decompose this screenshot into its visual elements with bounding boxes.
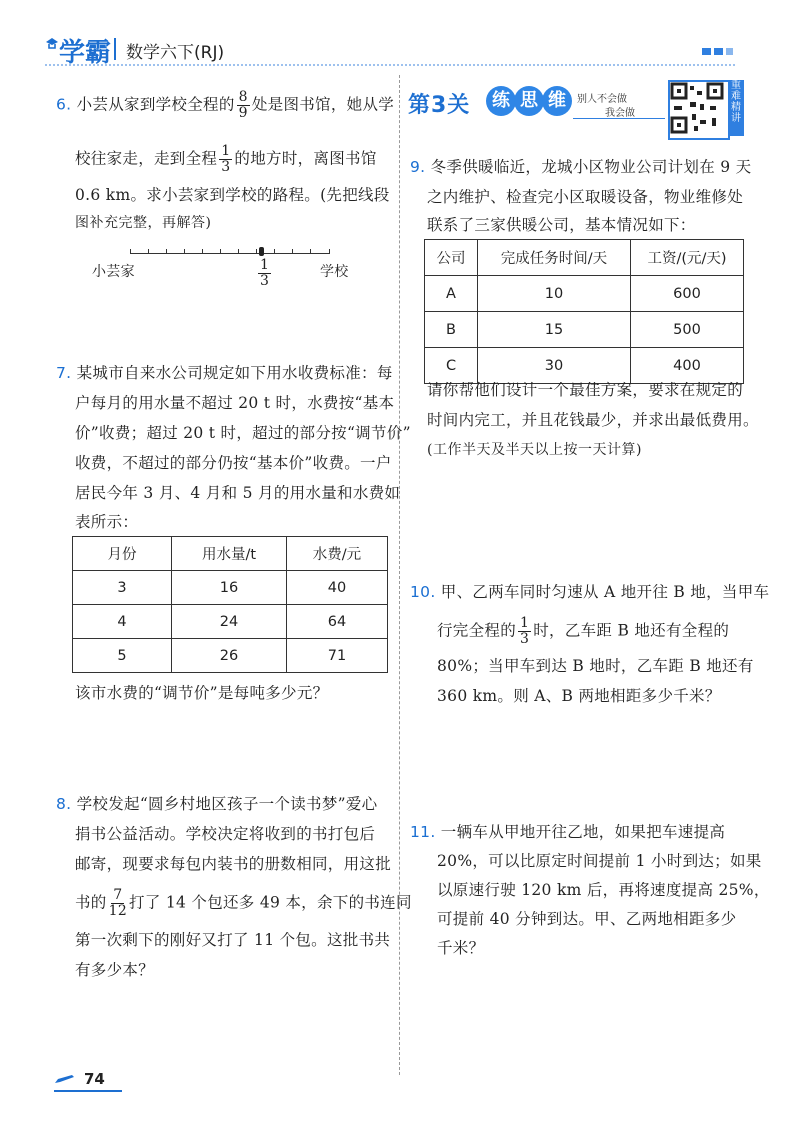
q11-text: 一辆车从甲地开往乙地，如果把车速提高: [440, 823, 726, 841]
frac-den: 3: [520, 631, 530, 647]
number-line-tick: [220, 249, 221, 254]
section-bubble: 思: [514, 86, 544, 116]
pencil-icon: [54, 1074, 76, 1084]
table-row: [73, 605, 388, 639]
table-cell: 10: [478, 276, 631, 312]
frac-den: 9: [238, 105, 248, 121]
q8-text: 书的: [75, 893, 107, 912]
qr-code[interactable]: [668, 80, 730, 140]
number-line: [130, 253, 330, 254]
q8-line6: 有多少本？: [75, 961, 155, 979]
q10-line3: 80%；当甲车到达 B 地时，乙车距 B 地还有: [437, 657, 754, 675]
table-cell: 71: [287, 639, 388, 673]
section-title: 第3关: [408, 93, 471, 118]
q11-line1: [410, 822, 725, 842]
q8-line2: 捐书公益活动。学校决定将收到的书打包后: [75, 825, 376, 843]
frac-num: 7: [113, 887, 123, 903]
q8-number: 8.: [56, 795, 72, 813]
table-cell: 500: [631, 312, 744, 348]
table-cell: 4: [73, 605, 172, 639]
q10-line4: 360 km。则 A、B 两地相距多少千米？: [437, 687, 721, 705]
table-header-row: [73, 537, 388, 571]
q11-line4: 可提前 40 分钟到达。甲、乙两地相距多少: [437, 910, 737, 928]
logo-text: 学霸: [59, 38, 112, 68]
q7-line2: 户每月的用水量不超过 20 t 时，水费按“基本: [75, 394, 395, 412]
q8-line3: 邮寄，现要求每包内装书的册数相同，用这批: [75, 855, 392, 873]
table-cell: C: [425, 348, 478, 384]
table-header: 水费/元: [287, 537, 388, 571]
table-cell: B: [425, 312, 478, 348]
qr-pattern-icon: [670, 82, 724, 134]
table-cell: 40: [287, 571, 388, 605]
q7-line1: [56, 363, 393, 383]
q9-line3: 联系了三家供暖公司，基本情况如下：: [427, 216, 696, 234]
q6-line2: [75, 144, 377, 175]
table-row: [73, 639, 388, 673]
q11-line3: 以原速行驶 120 km 后，再将速度提高 25%，: [437, 881, 770, 899]
number-line-tick: [238, 249, 239, 254]
q7-table: [72, 536, 388, 673]
q9-line1: [410, 157, 751, 177]
table-row: [73, 571, 388, 605]
q6-line4: 图补充完整，再解答): [75, 215, 212, 231]
school-label: 学校: [320, 264, 349, 280]
q9-table: [424, 239, 744, 384]
table-cell: 24: [172, 605, 287, 639]
logo-divider: [114, 38, 116, 60]
q8-line5: 第一次剩下的刚好又打了 11 个包。这批书共: [75, 931, 391, 949]
frac-den: 3: [260, 273, 269, 289]
table-header: 完成任务时间/天: [478, 240, 631, 276]
q11-number: 11.: [410, 823, 436, 841]
qr-label: 重难精讲: [728, 80, 744, 136]
q11-line5: 千米？: [437, 939, 485, 957]
header-square: [702, 48, 711, 55]
table-cell: 30: [478, 348, 631, 384]
q7-line3: 价”收费；超过 20 t 时，超过的部分按“调节价”: [75, 424, 411, 442]
q9-line4: 请你帮他们设计一个最佳方案，要求在规定的: [427, 381, 744, 399]
q6-text: 校往家走，走到全程: [75, 149, 218, 168]
table-row: [425, 276, 744, 312]
q7-question: 该市水费的“调节价”是每吨多少元？: [75, 684, 329, 702]
q10-line1: [410, 582, 769, 602]
table-cell: 64: [287, 605, 388, 639]
header-square: [726, 48, 733, 55]
mark-fraction: [256, 258, 273, 289]
mortarboard-icon: [45, 36, 59, 52]
table-cell: 3: [73, 571, 172, 605]
section-tagline-2: 我会做: [605, 108, 635, 119]
page-number: 74: [84, 1070, 105, 1088]
brand-logo: [45, 32, 113, 66]
q6-fraction: [219, 144, 232, 175]
q6-line1: [56, 90, 394, 121]
tagline-rule: [573, 118, 665, 119]
table-header: 公司: [425, 240, 478, 276]
q11-line2: 20%，可以比原定时间提前 1 小时到达；如果: [437, 852, 762, 870]
table-cell: 26: [172, 639, 287, 673]
table-cell: 15: [478, 312, 631, 348]
q10-text: 行完全程的: [437, 621, 517, 640]
section-bubble: 练: [486, 86, 516, 116]
number-line-tick: [256, 249, 257, 254]
number-line-tick: [274, 249, 275, 254]
table-cell: 5: [73, 639, 172, 673]
q10-number: 10.: [410, 583, 436, 601]
number-line-tick: [130, 249, 131, 254]
number-line-tick: [184, 249, 185, 254]
q8-line4: [75, 888, 412, 919]
section-bubble: 维: [542, 86, 572, 116]
table-header: 月份: [73, 537, 172, 571]
column-divider: [399, 75, 400, 1075]
table-header-row: [425, 240, 744, 276]
q8-fraction: [109, 888, 127, 919]
frac-num: 1: [260, 257, 269, 273]
table-cell: 400: [631, 348, 744, 384]
home-label: 小芸家: [92, 264, 135, 280]
q7-line4: 收费，不超过的部分仍按“基本价”收费。一户: [75, 454, 392, 472]
q10-text: 时，乙车距 B 地还有全程的: [533, 621, 730, 640]
frac-num: 1: [221, 143, 231, 159]
q6-text: 的地方时，离图书馆: [234, 149, 377, 168]
frac-num: 8: [238, 89, 248, 105]
table-header: 工资/(元/天): [631, 240, 744, 276]
table-header: 用水量/t: [172, 537, 287, 571]
q10-text: 甲、乙两车同时匀速从 A 地开往 B 地，当甲车: [440, 583, 770, 601]
q10-line2: [437, 616, 729, 647]
q6-line3: 0.6 km。求小芸家到学校的路程。(先把线段: [75, 186, 390, 204]
table-cell: 600: [631, 276, 744, 312]
q9-number: 9.: [410, 158, 426, 176]
q8-text: 学校发起“圆乡村地区孩子一个读书梦”爱心: [76, 795, 378, 813]
q9-text: 冬季供暖临近，龙城小区物业公司计划在 9 天: [430, 158, 752, 176]
frac-num: 1: [520, 615, 530, 631]
number-line-tick: [202, 249, 203, 254]
q7-number: 7.: [56, 364, 72, 382]
number-line-tick: [166, 249, 167, 254]
q6-text: 小芸从家到学校全程的: [76, 95, 235, 114]
number-line-tick: [148, 249, 149, 254]
book-title: 数学六下(RJ): [126, 43, 225, 63]
q6-number: 6.: [56, 95, 72, 114]
frac-den: 12: [108, 903, 128, 919]
table-cell: A: [425, 276, 478, 312]
q7-line5: 居民今年 3 月、4 月和 5 月的用水量和水费如: [75, 484, 401, 502]
q9-line5: 时间内完工，并且花钱最少，并求出最低费用。: [427, 411, 759, 429]
table-cell: 16: [172, 571, 287, 605]
q7-text: 某城市自来水公司规定如下用水收费标准：每: [76, 364, 393, 382]
number-line-tick: [310, 249, 311, 254]
footer-rule: [54, 1090, 122, 1092]
q9-line2: 之内维护、检查完小区取暖设备，物业维修处: [427, 188, 744, 206]
q9-line6: (工作半天及半天以上按一天计算): [427, 442, 642, 458]
q10-fraction: [518, 616, 531, 647]
header-square: [714, 48, 723, 55]
q6-fraction: [237, 90, 250, 121]
q7-line6: 表所示：: [75, 513, 139, 531]
q6-text: 处是图书馆，她从学: [251, 95, 395, 114]
section-tagline-1: 别人不会做: [577, 94, 627, 105]
header-rule: [45, 64, 735, 66]
table-row: [425, 312, 744, 348]
number-line-mark: [259, 247, 264, 256]
number-line-tick: [292, 249, 293, 254]
number-line-tick: [329, 249, 330, 254]
q8-text: 打了 14 个包还多 49 本，余下的书连同: [129, 893, 412, 912]
frac-den: 3: [221, 159, 231, 175]
table-row: [425, 348, 744, 384]
q8-line1: [56, 794, 377, 814]
